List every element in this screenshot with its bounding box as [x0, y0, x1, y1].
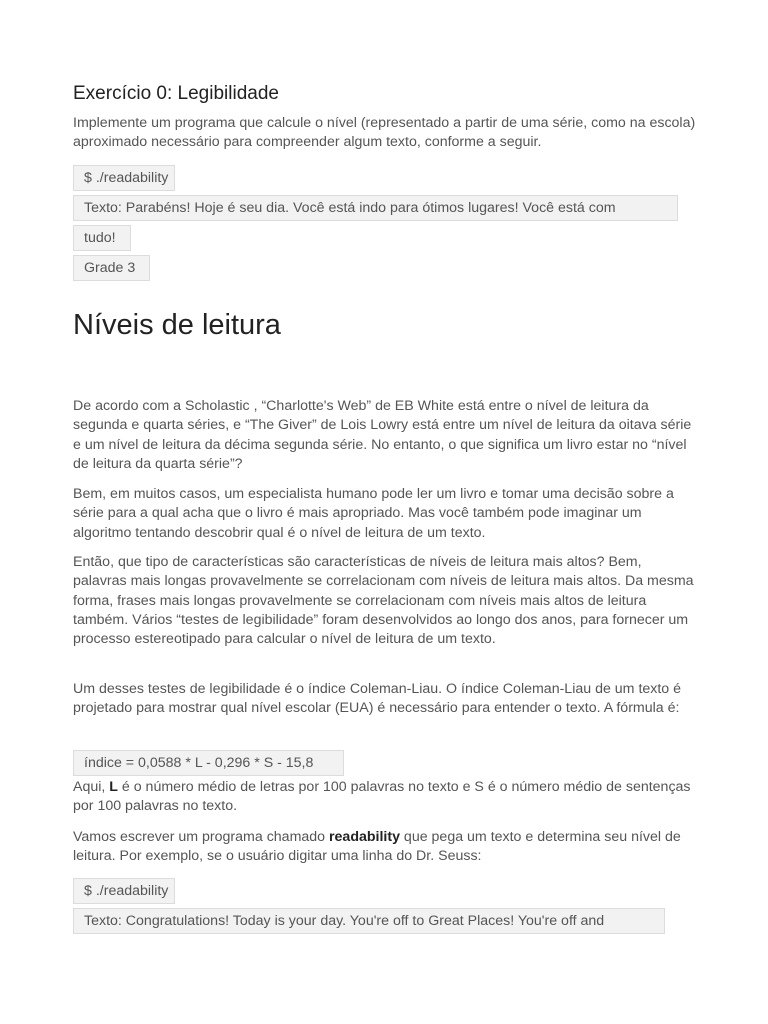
- section-paragraph-1: De acordo com a Scholastic , “Charlotte's Web” de EB White está entre o nível de leitura da segunda e quarta séries, e “The Giver” de Lois Lowry está entre um nível de leitura da oitava série e um nível de leitura da décima segunda série. No entanto, o que significa um livro estar no “nível de leitura da quarta série”?: [73, 398, 692, 472]
- exercise-heading: Exercício 0: Legibilidade: [73, 83, 279, 104]
- example1-command-block: $ ./readability: [73, 165, 175, 191]
- section-paragraph-5: [73, 778, 698, 817]
- section-heading: Níveis de leitura: [73, 309, 281, 341]
- example1-output-block: Grade 3: [73, 255, 150, 281]
- example2-input-line1-block: Texto: Congratulations! Today is your day. You're off to Great Places! You're off and: [73, 908, 665, 934]
- formula-block: índice = 0,0588 * L - 0,296 * S - 15,8: [73, 750, 344, 776]
- p6-text-after: que pega um texto e determina seu nível de leitura. Por exemplo, se o usuário digitar uma linha do Dr. Seuss:: [73, 829, 681, 865]
- p5-bold-variable: L: [109, 779, 118, 795]
- section-paragraph-4: Um desses testes de legibilidade é o índice Coleman-Liau. O índice Coleman-Liau de um texto é projetado para mostrar qual nível escolar (EUA) é necessário para entender o texto. A fórmula é:: [73, 681, 682, 717]
- section-paragraph-2: Bem, em muitos casos, um especialista humano pode ler um livro e tomar uma decisão sobre a série para a qual acha que o livro é mais apropriado. Mas você também pode imaginar um algoritmo tentando descobrir qual é o nível de leitura de um texto.: [73, 486, 674, 541]
- example1-input-line1-block: Texto: Parabéns! Hoje é seu dia. Você está indo para ótimos lugares! Você está com: [73, 195, 678, 221]
- p6-text-before: Vamos escrever um programa chamado: [73, 829, 330, 845]
- section-paragraph-3: Então, que tipo de características são características de níveis de leitura mais altos? Bem, palavras mais longas provavelmente se correlacionam com níveis de leitura mais altos. Da mesma forma, frases mais longas provavelmente se correlacionam com níveis mais altos de leitura também. Vários “testes de legibilidade” foram desenvolvidos ao longo dos anos, para fornecer um processo estereotipado para calcular o nível de leitura de um texto.: [73, 554, 694, 648]
- example2-command-block: $ ./readability: [73, 878, 175, 904]
- p5-text-before: Aqui,: [73, 779, 110, 795]
- p5-text-after: é o número médio de letras por 100 palavras no texto e S é o número médio de sentenças por 100 palavras no texto.: [73, 779, 691, 815]
- exercise-intro-paragraph: Implemente um programa que calcule o nível (representado a partir de uma série, como na escola) aproximado necessário para compreender algum texto, conforme a seguir.: [73, 115, 696, 151]
- section-paragraph-6: [73, 828, 698, 867]
- example1-input-line2-block: tudo!: [73, 225, 131, 251]
- p6-bold-program-name: readability: [329, 829, 400, 845]
